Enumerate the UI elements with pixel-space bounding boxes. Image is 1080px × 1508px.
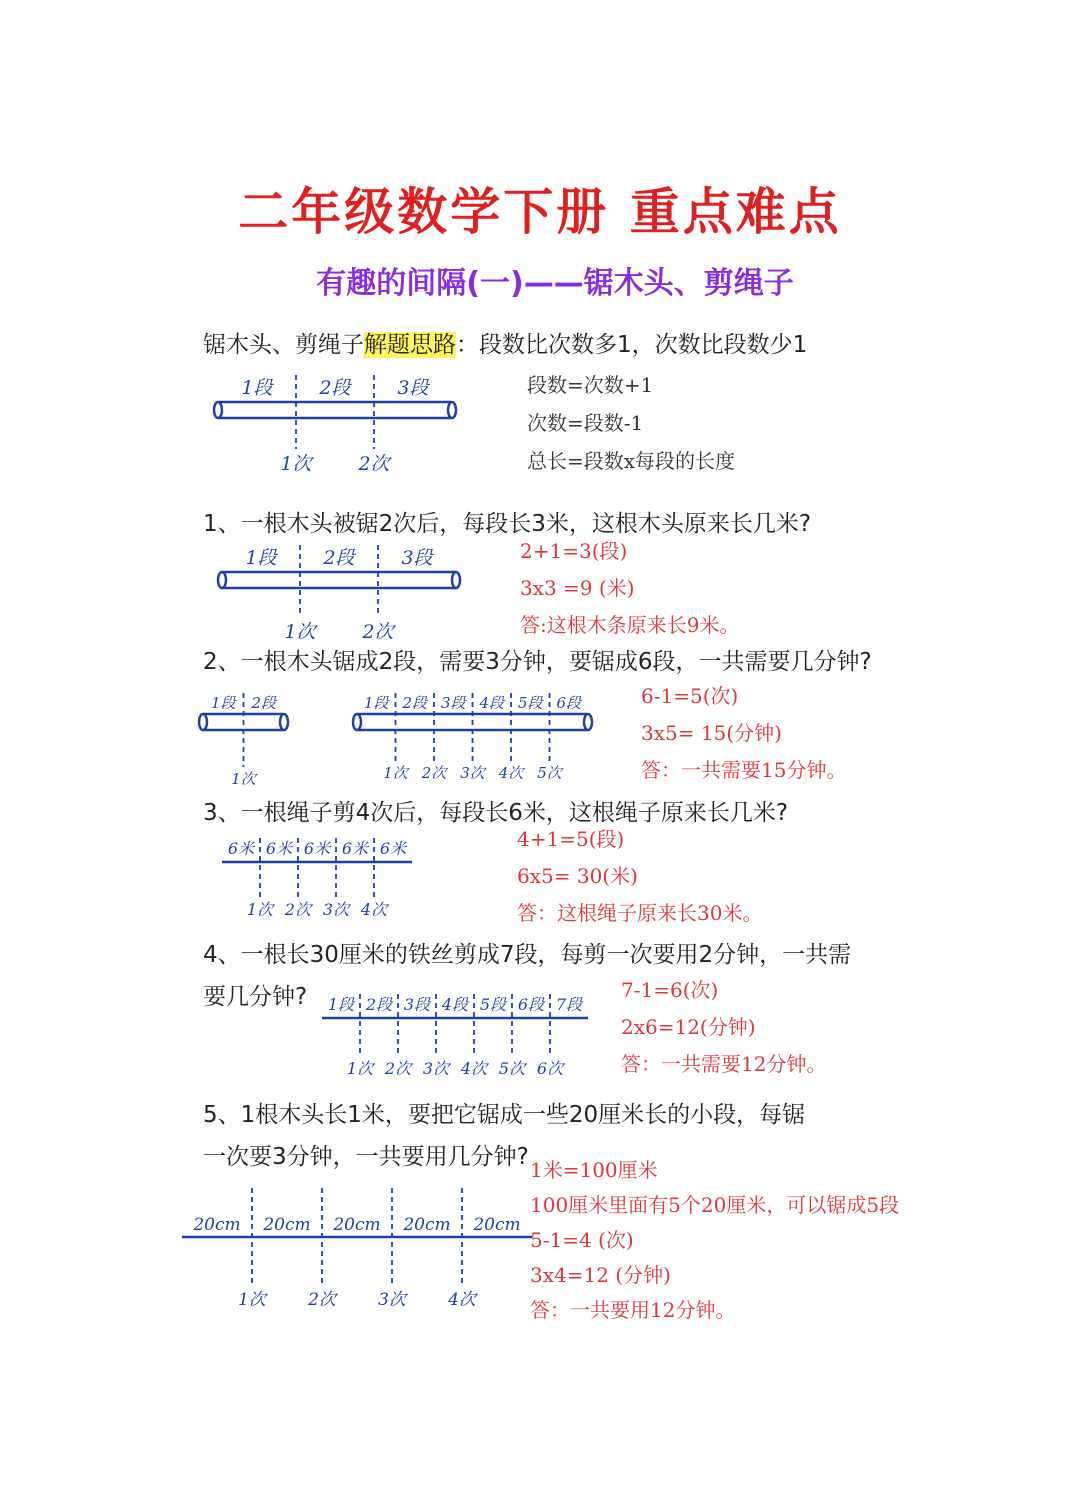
segment-label: 5段	[517, 694, 543, 712]
answer-line: 6x5= 30(米)	[517, 864, 638, 888]
segment-label: 1段	[245, 547, 277, 569]
segment-label: 1段	[327, 995, 355, 1014]
intro-highlight: 解题思路	[364, 332, 456, 358]
question-line: 一次要3分钟，一共要用几分钟?	[203, 1144, 529, 1170]
answer-line: 2x6=12(分钟)	[621, 1015, 756, 1039]
segment-label: 6米	[341, 839, 369, 858]
segment-label: 1段	[363, 694, 389, 712]
answer-line: 3x5= 15(分钟)	[641, 721, 782, 745]
answer-line: 1米=100厘米	[530, 1158, 658, 1182]
answer-line: 答：一共需要15分钟。	[641, 758, 847, 782]
cut-label: 3次	[378, 1290, 406, 1310]
answer-line: 答:这根木条原来长9米。	[520, 613, 740, 637]
cut-label: 2次	[284, 900, 312, 919]
question-line: 3、一根绳子剪4次后，每段长6米，这根绳子原来长几米?	[203, 800, 789, 826]
segment-label: 2段	[365, 995, 393, 1014]
answer-line: 5-1=4 (次)	[530, 1228, 634, 1252]
formula-line: 总长=段数x每段的长度	[527, 449, 736, 473]
segment-label: 6段	[556, 694, 582, 712]
answer-line: 答：一共需要12分钟。	[621, 1052, 827, 1076]
segment-label: 6米	[265, 839, 293, 858]
question-line: 4、一根长30厘米的铁丝剪成7段，每剪一次要用2分钟，一共需	[203, 942, 852, 968]
page-title: 二年级数学下册 重点难点	[238, 183, 842, 241]
segment-label: 5段	[479, 995, 507, 1014]
segment-label: 20cm	[263, 1215, 311, 1235]
cut-label: 4次	[448, 1290, 476, 1310]
formula-line: 次数=段数-1	[527, 411, 644, 435]
question-line: 2、一根木头锯成2段，需要3分钟，要锯成6段，一共需要几分钟?	[203, 649, 872, 675]
cut-label: 4次	[460, 1059, 488, 1078]
segment-label: 6米	[379, 839, 407, 858]
segment-label: 4段	[441, 995, 469, 1014]
cut-label: 3次	[322, 900, 350, 919]
answer-line: 100厘米里面有5个20厘米，可以锯成5段	[530, 1193, 900, 1217]
segment-label: 6段	[517, 995, 545, 1014]
cut-label: 6次	[536, 1059, 564, 1078]
cut-label: 2次	[308, 1290, 336, 1310]
segment-label: 20cm	[333, 1215, 381, 1235]
intro-suffix: ：段数比次数多1，次数比段数少1	[456, 332, 808, 358]
segment-label: 20cm	[403, 1215, 451, 1235]
answer-line: 7-1=6(次)	[621, 978, 719, 1002]
cut-label: 1次	[346, 1059, 374, 1078]
cut-label: 1次	[238, 1290, 266, 1310]
cut-label: 2次	[421, 764, 447, 782]
cut-label: 4次	[498, 764, 524, 782]
segment-label: 3段	[401, 547, 433, 569]
answer-line: 答：这根绳子原来长30米。	[517, 901, 763, 925]
segment-label: 7段	[555, 995, 583, 1014]
cut-label: 4次	[360, 900, 388, 919]
segment-label: 3段	[397, 377, 429, 399]
answer-line: 2+1=3(段)	[520, 539, 628, 563]
segment-label: 2段	[323, 547, 355, 569]
cut-label: 5次	[498, 1059, 526, 1078]
question-line: 5、1根木头长1米，要把它锯成一些20厘米长的小段，每锯	[203, 1102, 806, 1128]
cut-label: 1次	[284, 621, 316, 643]
question-line: 要几分钟?	[203, 984, 308, 1010]
cut-label: 3次	[422, 1059, 450, 1078]
answer-line: 3x4=12 (分钟)	[530, 1263, 671, 1287]
segment-label: 20cm	[193, 1215, 241, 1235]
answer-line: 4+1=5(段)	[517, 827, 625, 851]
page-subtitle: 有趣的间隔(一)——锯木头、剪绳子	[316, 266, 794, 301]
cut-label: 1次	[246, 900, 274, 919]
intro-prefix: 锯木头、剪绳子	[203, 332, 364, 358]
segment-label: 20cm	[473, 1215, 521, 1235]
segment-label: 1段	[210, 694, 236, 712]
cut-label: 1次	[383, 764, 408, 782]
segment-label: 6米	[303, 839, 331, 858]
cut-label: 5次	[537, 764, 562, 782]
answer-line: 3x3 =9 (米)	[520, 576, 635, 600]
segment-label: 2段	[319, 377, 351, 399]
cut-label: 3次	[460, 764, 485, 782]
segment-label: 3段	[403, 995, 431, 1014]
segment-label: 1段	[241, 377, 273, 399]
segment-label: 2段	[251, 694, 277, 712]
segment-label: 6米	[227, 839, 255, 858]
answer-line: 6-1=5(次)	[641, 684, 739, 708]
segment-label: 3段	[440, 694, 466, 712]
cut-label: 2次	[358, 453, 390, 475]
cut-label: 1次	[231, 770, 256, 788]
formula-line: 段数=次数+1	[527, 373, 654, 397]
cut-label: 2次	[384, 1059, 412, 1078]
cut-label: 1次	[280, 453, 312, 475]
answer-line: 答：一共要用12分钟。	[530, 1298, 736, 1322]
segment-label: 2段	[402, 694, 428, 712]
question-line: 1、一根木头被锯2次后，每段长3米，这根木头原来长几米?	[203, 511, 812, 537]
segment-label: 4段	[479, 694, 505, 712]
cut-label: 2次	[362, 621, 394, 643]
